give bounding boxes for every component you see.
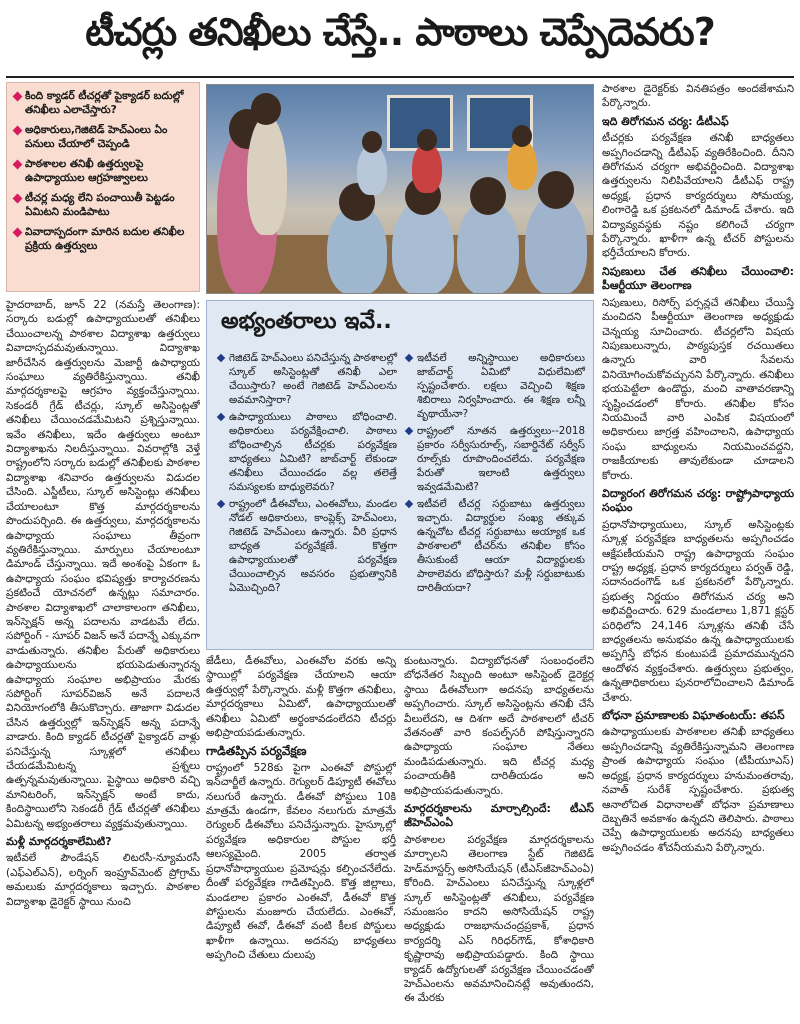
article-paragraph: టీచర్లకు పర్యవేక్షణ తనిఖీ బాధ్యతలు అప్పగించడాన్ని డీటీఎఫ్ వ్యతిరేకించింది. దీనిని తిరోగమన చర్యగా అభివర్ణించింది. విద్యాశాఖ ఉత్తర్వులను నిలిపివేయాలని డీటీఎఫ్ రాష్ట్ర అధ్యక్ష, ప్రధాన కార్యదర్శులు సోమయ్య, లింగారెడ్డి ఒక ప్రకటనలో డిమాండ్ చేశారు. ఇది విద్యావ్యవస్థకు నష్టం కలిగించే చర్యగా పేర్కొన్నారు. ఖాళీగా ఉన్న టీచర్ పోస్టులను భర్తీచేయాలని కోరారు. bbox=[602, 132, 794, 260]
article-paragraph: కుంటున్నారు. విద్యాబోధనతో సంబంధంలేని బోధనేతర సిబ్బంది అంటూ అసిస్టెంట్ డైరెక్టర్ల స్థాయి డీఈవోలుగా అదనపు బాధ్యతలను అప్పగించారు. స్కూల్ అసిస్టెంట్లను తనిఖీ చేసే వీలులేదని, ఆ దిశగా అదే పాఠశాలలో టీచర్ వేతనంతో వారి కంపల్ఫ్‌సరీ పోషిస్తున్నారని ఉపాధ్యాయ సంఘాల నేతలు మండిపడుతున్నారు. ఇది టీచర్ల మధ్య పంచాయతీకి దారితీయడం అని అభిప్రాయపడుతున్నారు. bbox=[404, 655, 594, 797]
student-head bbox=[470, 177, 506, 215]
highlights-box bbox=[6, 82, 200, 292]
article-paragraph: రాష్ట్రంలో 528కు పైగా ఎంఈవో పోస్టుల్లో ఇన్‌చార్జీలే ఉన్నారు. రెగ్యులర్ డిప్యూటీ ఈవోలు నలుగురే ఉన్నారు. డీఈవో పోస్టులు 10కి మాత్రమే ఉండగా, కేవలం నలుగురు మాత్రమే రెగ్యులర్ డీఈవోలు పనిచేస్తున్నారు. హైస్కూల్లో పర్యవేక్షణ అధికారుల పోస్టుల భర్తీ ఆలస్యమైంది. 2005 తర్వాత ప్రధానోపాధ్యాయుల ప్రమోషన్లు కల్పించనేలేదు. దీంతో పర్యవేక్షణ గాడితప్పింది. కొత్త జిల్లాలు, మండలాల ప్రకారం ఎంఈవో, డీఈవో కొత్త పోస్టులను మంజూరు చేయలేదు. ఎంఈవో, డిప్యూటీ ఈవో, డీఈవో వంటి కీలక పోస్టులు ఖాళీగా ఉన్నాయి. అదనపు బాధ్యతలు అప్పగించి చేతులు దులుపు bbox=[206, 761, 396, 962]
article-paragraph: జేడీలు, డీఈవోలు, ఎంఈవోల వరకు అన్ని స్థాయిల్లో పర్యవేక్షణ చేయాలని ఆయా ఉత్తర్వుల్లో పేర్కొన్నారు. మళ్లీ కొత్తగా తనిఖీలు, మార్గదర్శకాలు ఏమిటో, ఉపాధ్యాయులతో తనిఖీలు ఏమిటో అర్థంకావడంలేదని టీచర్లు అభిప్రాయపడుతున్నారు. bbox=[206, 655, 396, 740]
man-figure bbox=[247, 115, 287, 235]
student-head bbox=[538, 171, 574, 209]
objections-right-column bbox=[405, 351, 585, 598]
article-paragraph: పాఠశాలల పర్యవేక్షణ మార్గదర్శకాలను మార్చాలని తెలంగాణ స్టేట్ గెజిటెడ్ హెడ్‌మాస్టర్స్ అసోసియేషన్ (టీఎస్‌జీహెచ్ఎంఏ) కోరింది. హెచ్ఎంలు పనిచేస్తున్న స్కూళ్లలో స్కూల్ అసిస్టెంట్లతో తనిఖీలు, పర్యవేక్షణ సమంజసం కాదని అసోసియేషన్ రాష్ట్ర అధ్యక్షుడు రాజభానుచంద్రప్రకాశ్, ప్రధాన కార్యదర్శి ఎస్ గిరిధర్‌గౌడ్, కోశాధికారి కృష్ణారావు అభిప్రాయపడ్డారు. కింది స్థాయి క్యాడర్ ఉద్యోగులతో పర్యవేక్షణ చేయించడంతో హెచ్ఎంలను అవమానించినట్లే అవుతుందని, ఈ మేరకు bbox=[404, 833, 594, 1005]
objection-item: ఇటీవలే అన్నిస్థాయిల అధికారులు జాబ్‌చార్ట్ ఏమిటో విధులేమిటో స్పష్టంచేశారు. లక్షలు వెచ్చించి శిక్షణ శిబిరాలు నిర్వహించారు. ఈ శిక్షణ లన్నీ వృథాయేనా? bbox=[405, 351, 585, 421]
highlight-item: టీచర్ల మధ్య లేని పంచాయితీ పెట్టడం ఏమిటని మండిపాటు bbox=[13, 191, 193, 219]
subheading: విద్యారంగ తిరోగమన చర్య: రాష్ట్రోపాధ్యాయ సంఘం bbox=[602, 486, 794, 515]
article-paragraph: పాఠశాల డైరెక్టర్‌కు వినతిపత్రం అందజేశామని పేర్కొన్నారు. bbox=[602, 83, 794, 110]
student-head bbox=[417, 129, 437, 151]
article-paragraph: హైదరాబాద్, జూన్ 22 (నమస్తే తెలంగాణ): సర్కారు బడుల్లో ఉపాధ్యాయులతో తనిఖీలు చేయించాలన్న పాఠశాల విద్యాశాఖ ఉత్తర్వులు వివాదాస్పదమవుతున్నాయి. విద్యాశాఖ జారీచేసిన ఉత్తర్వులను మెజార్టీ ఉపాధ్యాయ సంఘాలు వ్యతిరేకిస్తున్నాయి. తనిఖీ మార్గదర్శకాలపై ఆగ్రహం వ్యక్తంచేస్తున్నాయి. సెకండరీ గ్రేడ్ టీచర్లు, స్కూల్ అసిస్టెంట్లతో తనిఖీలు చేయించడమేమిటని ప్రశ్నిస్తున్నాయి. ఇవేం తనిఖీలు, ఇదేం ఉత్తర్వులు అంటూ విద్యాశాఖను నిలదీస్తున్నాయి. వివరాల్లోకి వెళ్తే రాష్ట్రంలోని సర్కారు బడుల్లో తనిఖీలకు పాఠశాల విద్యాశాఖ శనివారం ఉత్తర్వులను విడుదల చేసింది. ఎస్జీటీలు, స్కూల్ అసిస్టెంట్లు తనిఖీలు చేయాలంటూ కొత్త మార్గదర్శకాలను పొందుపర్చింది. ఈ ఉత్తర్వులు, మార్గదర్శకాలను ఉపాధ్యాయ సంఘాలు తీవ్రంగా వ్యతిరేకిస్తున్నాయి. మార్పులు చేయాలంటూ డిమాండ్ చేస్తున్నాయి. ఇదే అంశంపై ఏకంగా ఓ ఉపాధ్యాయ సంఘం భవిష్యత్తు కార్యాచరణను ప్రకటించే యోచనలో ఉన్నట్లు సమాచారం. పాఠశాల విద్యాశాఖలో చాలాకాలంగా తనిఖీలు, ఇన్‌స్పెక్షన్ అన్న పదాలను వాడటమే లేదు. సపోర్టింగ్ - సూపర్ విజన్ అనే పదాన్నే ఎక్కువగా వాడుతున్నారు. తనిఖీల పేరుతో అధికారులు ఉపాధ్యాయులను భయపెడుతున్నారన్న ఉపాధ్యాయ సంఘాల అభిప్రాయం మేరకు సపోర్టింగ్ సూపర్‌విజన్ అనే పదాలనే వినియోగంలోకి తీసుకొచ్చారు. తాజాగా విడుదల చేసిన ఉత్తర్వుల్లో ఇన్‌స్పెక్షన్ అన్న పదాన్నే వాడారు. కింది క్యాడర్ టీచర్లతో పైక్యాడర్ వాళ్లు పనిచేస్తున్న స్కూళ్లలో తనిఖీలు చేయడమేమిటన్న ప్రశ్నలు ఉత్పన్నమవుతున్నాయి. పైస్థాయి అధికారి వచ్చి మానిటరింగ్, ఇన్‌స్పెక్షన్ అంటే కాదు, కిందిస్థాయిలోని సెకండరీ గ్రేడ్ టీచర్లతో తనిఖీలు ఏమిటన్న అభ్యంతరాలు వ్యక్తమవుతున్నాయి. bbox=[6, 299, 200, 830]
objections-left-column bbox=[217, 351, 397, 598]
headline-rule bbox=[6, 76, 794, 78]
highlight-item: వివాదాస్పదంగా మారిన బదుల తనిఖీల ప్రక్రియ ఉత్తర్వులు bbox=[13, 225, 193, 253]
highlight-item: పాఠశాలల తనిఖీ ఉత్తర్వులపై ఉపాధ్యాయుల ఆగ్రహజ్వాలలు bbox=[13, 157, 193, 185]
subheading: మళ్లీ మార్గదర్శకాలేమిటి? bbox=[6, 835, 112, 849]
objection-item: గెజిటెడ్ హెచ్ఎంలు పనిచేస్తున్న పాఠశాలల్లో స్కూల్ అసిస్టెంట్లతో తనిఖీ ఎలా చేయిస్తారు? అంటే గెజిటెడ్ హెచ్ఎంలను అవమానిస్తారా? bbox=[217, 351, 397, 407]
headline: టీచర్లు తనిఖీలు చేస్తే.. పాఠాలు చెప్పేదెవరు? bbox=[85, 10, 715, 54]
article-paragraph: ప్రధానోపాధ్యాయులు, స్కూల్ అసిస్టెంట్లకు స్కూళ్ల పర్యవేక్షణ బాధ్యతలను అప్పగించడం ఆక్షేపణీయమని రాష్ట్ర ఉపాధ్యాయ సంఘం రాష్ట్ర అధ్యక్ష, ప్రధాన కార్యదర్శులు పర్వత్ రెడ్డి, సదానందంగౌడ్ ఒక ప్రకటనలో పేర్కొన్నారు. ప్రభుత్వ నిర్ణయం తిరోగమన చర్య అని అభివర్ణించారు. 629 మండలాలు 1,871 క్లస్టర్ పరిధిలోని 24,146 స్కూళ్లను తనిఖీ చేసే బాధ్యతలను అనుభవం ఉన్న ఉపాధ్యాయులకు అప్పగిస్తే బోధన కుంటుపడే ప్రమాదమున్నదని ఆందోళన వ్యక్తంచేశారు. ఉత్తర్వులు ప్రభుత్వం, ఉన్నతాధికారులు పునరాలోచించాలని డిమాండ్ చేశారు. bbox=[602, 518, 794, 704]
classroom-photo bbox=[206, 84, 594, 294]
student-figure bbox=[525, 195, 587, 294]
subheading: గాడితప్పిన పర్యవేక్షణ bbox=[206, 744, 307, 759]
subheading: నిపుణులు చేత తనిఖీలు చేయించాలి: పీఆర్టీయూ తెలంగాణ bbox=[602, 264, 794, 293]
student-figure bbox=[507, 140, 537, 190]
man-head bbox=[251, 93, 281, 125]
subheading: ఇది తిరోగమన చర్య: డీటీఎఫ్ bbox=[602, 114, 729, 128]
objections-box bbox=[206, 300, 594, 650]
student-head bbox=[512, 125, 532, 147]
article-column-1 bbox=[6, 298, 200, 1020]
article-column-2 bbox=[206, 654, 396, 1020]
article-column-4 bbox=[602, 82, 794, 1020]
article-paragraph: నిపుణులు, రిసోర్స్ పర్సన్లచే తనిఖీలు చేయిస్తే మంచిదని పీఆర్టీయూ తెలంగాణ అధ్యక్షుడు చెన్నయ్య సూచించారు. టీచర్లలోని విషయ నిపుణులున్నారు, పాఠ్యపుస్తక రచయితలు ఉన్నారు వారి సేవలను వినియోగించుకోవచ్చునని పేర్కొన్నారు. తనిఖీలు భయపెట్టేలా ఉండొద్దు, మంచి వాతావరణాన్ని సృష్టించడంలో కోరారు. తనిఖీల కోసం నియమించే వారి ఎంపిక విషయంలో అధికారులు జాగ్రత్త వహించాలని, ఉపాధ్యాయ సంఘ బాధ్యులను నియమించవద్దని, రాజకీయాలకు తావులేకుండా చూడాలని కోరారు. bbox=[602, 296, 794, 482]
objection-item: రాష్ట్రంలో నూతన ఉత్తర్వులు--2018 ప్రకారం సర్వీసురూల్స్, సబార్డినేట్ సర్వీస్ రూల్స్‌కు రూపొందించలేదు. పర్యవేక్షణ పేరుతో ఇలాంటి ఉత్తర్వులు ఇవ్వడమేమిటి? bbox=[405, 424, 585, 494]
article-paragraph: ఉపాధ్యాయులకు పాఠశాలల తనిఖీ బాధ్యతలు అప్పగించడాన్ని వ్యతిరేకిస్తున్నామని తెలంగాణ ప్రాంత ఉపాధ్యాయ సంఘం (టీపీయూఎస్) అధ్యక్ష, ప్రధాన కార్యదర్శులు హనుమంతరావు, నవాత్ సురేశ్ స్పష్టంచేశారు. ప్రభుత్వ ఆనాలోచిత విధానాలతో బోధనా ప్రమాణాలు దెబ్బతినే అవకాశం ఉన్నదని తెలిపారు. పాఠాలు చెప్పే ఉపాధ్యాయులకు అదనపు బాధ్యతలు అప్పగించడం శోచనీయమని పేర్కొన్నారు. bbox=[602, 726, 794, 854]
highlight-item: కింది క్యాడర్ టీచర్లతో పైక్యాడర్ బదుల్లో తనిఖీలు ఎలాచేస్తారు? bbox=[13, 89, 193, 117]
objection-item: రాష్ట్రంలో డీఈవోలు, ఎంఈవోలు, మండల నోడల్ అధికారులు, కాంప్లెక్స్ హెచ్ఎంలు, గెజిటెడ్ హెచ్ఎంలు ఉన్నారు. వీరి ప్రధాన బాధ్యత పర్యవేక్షణే. కొత్తగా ఉపాధ్యాయులతో పర్యవేక్షణ చేయించాల్సిన అవసరం ప్రభుత్వానికి ఏమొచ్చింది? bbox=[217, 497, 397, 595]
subheading: బోధనా ప్రమాణాలకు విఘాతంటయ్: తపస్ bbox=[602, 709, 785, 723]
objection-item: ఇటీవలే టీచర్ల సర్దుబాటు ఉత్తర్వులు ఇచ్చారు. విద్యార్థుల సంఖ్య తక్కువ ఉన్నచోట టీచర్ల సర్దుబాటు అయ్యాక ఒక పాఠశాలలో టీచర్‌ను తనిఖీల కోసం తీసుకుంటే ఆయా విద్యార్థులకు పాఠాలెవరు బోధిస్తారు? మళ్లీ సర్దుబాటుకు దారితీయదా? bbox=[405, 497, 585, 595]
highlight-item: అధికారులు,గెజిటెడ్ హెచ్ఎంలు ఏం పనులు చేయాలో చెప్పండి bbox=[13, 123, 193, 151]
objection-item: ఉపాధ్యాయులు పాఠాలు బోధించాలి. అధికారులు పర్యవేక్షించాలి. పాఠాలు బోధించాల్సిన టీచర్లకు పర్యవేక్షణ బాధ్యతలు ఏమిటి? జాబ్‌చార్ట్ లేకుండా తనిఖీలు చేయించడం వల్ల తలెత్తే సమస్యలకు బాధ్యులెవరు? bbox=[217, 410, 397, 494]
article-column-3 bbox=[404, 654, 594, 1020]
subheading: మార్గదర్శకాలను మార్చాల్సిందే: టీఎస్ జీహెచ్ఎంఏ bbox=[404, 802, 594, 830]
article-paragraph: ఇటీవలే పౌండేషన్ లిటరసీ-న్యూమరసీ (ఎఫ్ఎల్ఎన్), లర్నింగ్ ఇంప్రూవ్‌మెంట్ ప్రోగ్రామ్ అమలుకు మార్గదర్శకాలు ఇచ్చారు. పాఠశాల విద్యాశాఖ డైరెక్టర్ స్థాయి నుంచి bbox=[6, 852, 200, 908]
objections-title: అభ్యంతరాలు ఇవే.. bbox=[221, 309, 392, 334]
student-head bbox=[362, 131, 382, 153]
